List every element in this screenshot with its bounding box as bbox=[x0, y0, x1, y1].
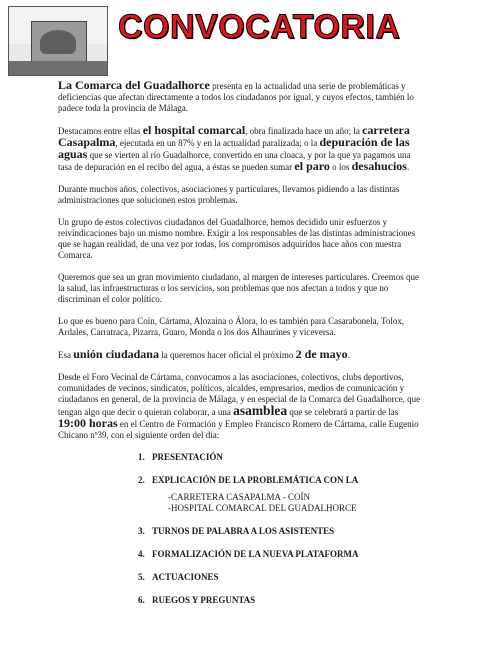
paragraph-5: Queremos que sea un gran movimiento ciudadano, al margen de intereses particulares. Creemos que la salud, las infraestructuras o los servicios, son problemas que nos afectan a todos y que no discriminan el color político. bbox=[58, 272, 419, 304]
agenda-item: 3. TURNOS DE PALABRA A LOS ASISTENTES bbox=[138, 526, 335, 536]
paragraph-2: Destacamos entre ellas el hospital comarcal, obra finalizada hace un año; la carretera Casapalma, ejecutada en un 87% y en la actualidad paralizada; o la depuración de las aguas que se vierten al río Guadalhorce, convertido en una cloaca, y por la que ya pagamos una tasa de depuración en el recibo del agua, a éstas se pueden sumar el paro o los desahucios. bbox=[58, 123, 411, 173]
agenda-list bbox=[58, 452, 426, 486]
agenda-item: 5. ACTUACIONES bbox=[138, 572, 219, 582]
agenda-subitem: -CARRETERA CASAPALMA - COÍN bbox=[168, 492, 310, 502]
paragraph-6: Lo que es bueno para Coín, Cártama, Alozaina o Álora, lo es también para Casarabonela, Tolox, Ardales, Carratraca, Pizarra, Guaro, Monda o los dos Alhaurines y viceversa. bbox=[58, 316, 405, 337]
comarca-name: La Comarca del Guadalhorce bbox=[58, 78, 210, 92]
agenda-subitem: -HOSPITAL COMARCAL DEL GUADALHORCE bbox=[168, 503, 357, 513]
paragraph-4: Un grupo de estos colectivos ciudadanos del Guadalhorce, hemos decidido unir esfuerzos y reivindicaciones bajo un mismo nombre. Exigir a los responsables de las distintas administraciones que se hagan realidad, de una vez por todas, los compromisos adquiridos hace años con nuestra Comarca. bbox=[58, 217, 416, 260]
agenda-item: 6. RUEGOS Y PREGUNTAS bbox=[138, 595, 256, 605]
paragraph-8: Desde el Foro Vecinal de Cártama, convocamos a las asociaciones, colectivos, clubs deportivos, comunidades de vecinos, sindicatos, políticos, alcaldes, empresarios, medios de comunicación y ciudadanos en general, de la provincia de Málaga, y en especial de la Comarca del Guadalhorce, que tengan algo que decir o quieran colaborar, a una asamblea que se celebrará a partir de las 19:00 horas en el Centro de Formación y Empleo Francisco Romero de Cártama, calle Eugenio Chicano nº39, con el siguiente orden del día: bbox=[58, 372, 421, 440]
paragraph-1: La Comarca del Guadalhorce presenta en la actualidad una serie de problemáticas y deficiencias que afectan directamente a todos los ciudadanos por igual, y cuyos efectos, también lo padece toda la provincia de Málaga. bbox=[58, 78, 414, 113]
agenda-item: 2. EXPLICACIÓN DE LA PROBLEMÁTICA CON LA bbox=[138, 475, 359, 485]
page-title: CONVOCATORIA bbox=[118, 8, 401, 46]
logo-ground bbox=[9, 61, 107, 75]
agenda-item: 4. FORMALIZACIÓN DE LA NUEVA PLATAFORMA bbox=[138, 549, 359, 559]
agenda-subitems bbox=[168, 492, 426, 514]
document-body bbox=[58, 80, 426, 618]
agenda-list-continued bbox=[58, 526, 426, 606]
agenda-item: 1. PRESENTACIÓN bbox=[138, 452, 223, 462]
foro-vecinal-logo bbox=[8, 6, 108, 76]
paragraph-7: Esa unión ciudadana la queremos hacer oficial el próximo 2 de mayo. bbox=[58, 347, 350, 361]
paragraph-3: Durante muchos años, colectivos, asociaciones y particulares, llevamos pidiendo a las distintas administraciones que solucionen estos problemas. bbox=[58, 184, 400, 205]
